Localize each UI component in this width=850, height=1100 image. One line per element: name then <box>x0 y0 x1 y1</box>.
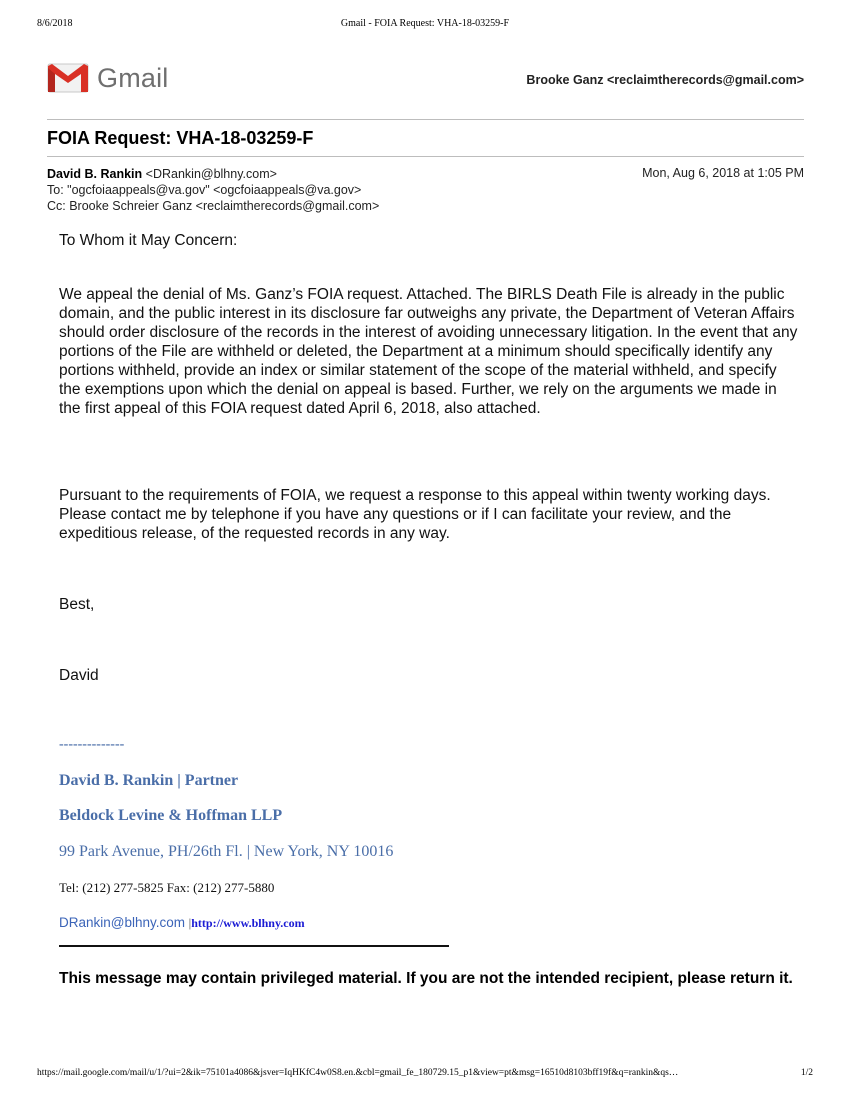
email-subject: FOIA Request: VHA-18-03259-F <box>47 128 314 148</box>
header-divider <box>47 119 804 120</box>
cc-line: Cc: Brooke Schreier Ganz <reclaimtherecords@gmail.com> <box>47 199 380 213</box>
body-paragraph-1: We appeal the denial of Ms. Ganz’s FOIA request. Attached. The BIRLS Death File is already in the public domain, and the public interest in its disclosure far outweighs any private, the Department of Veteran Affairs should order disclosure of the records in the interest of avoiding unnecessary litigation. In the event that any portions of the File are withheld or deleted, the Department at a minimum should specifically identify any portions withheld, provide an index or similar statement of the scope of the material withheld, and specify the exemptions upon which the denial on appeal is based. Further, we rely on the arguments we made in the first appeal of this FOIA request dated April 6, 2018, also attached. <box>59 286 798 417</box>
gmail-envelope-icon <box>47 62 89 94</box>
signature-dashes: -------------- <box>59 737 125 752</box>
signature-separator: | <box>188 915 192 930</box>
privilege-notice: This message may contain privileged material. If you are not the intended recipient, please return it. <box>59 970 793 987</box>
signature-name-title: David B. Rankin | Partner <box>59 772 239 789</box>
body-paragraph-2: Pursuant to the requirements of FOIA, we request a response to this appeal within twenty working days. Please contact me by telephone if you have any questions or if I can facilitate your review, and the expeditious release, of the requested records in any way. <box>59 487 771 542</box>
print-title: Gmail - FOIA Request: VHA-18-03259-F <box>340 18 510 29</box>
signature-email-link[interactable]: DRankin@blhny.com <box>59 915 186 930</box>
account-label: Brooke Ganz <reclaimtherecords@gmail.com> <box>526 73 804 87</box>
sender-name: David B. Rankin <box>47 167 143 181</box>
print-url: https://mail.google.com/mail/u/1/?ui=2&ik=75101a4086&jsver=IqHKfC4w0S8.en.&cbl=gmail_fe_180729.15_p1&view=pt&msg=16510d8103bff19f&q=rankin&qs… <box>37 1068 679 1078</box>
to-line: To: "ogcfoiaappeals@va.gov" <ogcfoiaappeals@va.gov> <box>47 183 362 197</box>
greeting: To Whom it May Concern: <box>59 232 238 249</box>
signature-phone: Tel: (212) 277-5825 Fax: (212) 277-5880 <box>59 880 275 895</box>
sender-address: <DRankin@blhny.com> <box>145 167 277 181</box>
signature-website-link[interactable]: http://www.blhny.com <box>191 916 305 930</box>
signoff: David <box>59 667 99 684</box>
subject-divider <box>47 156 804 157</box>
sender-line <box>47 166 277 182</box>
signature-contact <box>59 915 305 931</box>
signature-firm: Beldock Levine & Hoffman LLP <box>59 807 283 824</box>
gmail-logo <box>47 62 169 94</box>
signature-divider <box>59 945 449 947</box>
gmail-wordmark: Gmail <box>97 62 169 93</box>
signature-address: 99 Park Avenue, PH/26th Fl. | New York, NY 10016 <box>59 843 394 860</box>
print-date: 8/6/2018 <box>37 18 73 29</box>
page-number: 1/2 <box>800 1068 813 1078</box>
sent-date: Mon, Aug 6, 2018 at 1:05 PM <box>642 166 804 180</box>
closing: Best, <box>59 596 95 613</box>
